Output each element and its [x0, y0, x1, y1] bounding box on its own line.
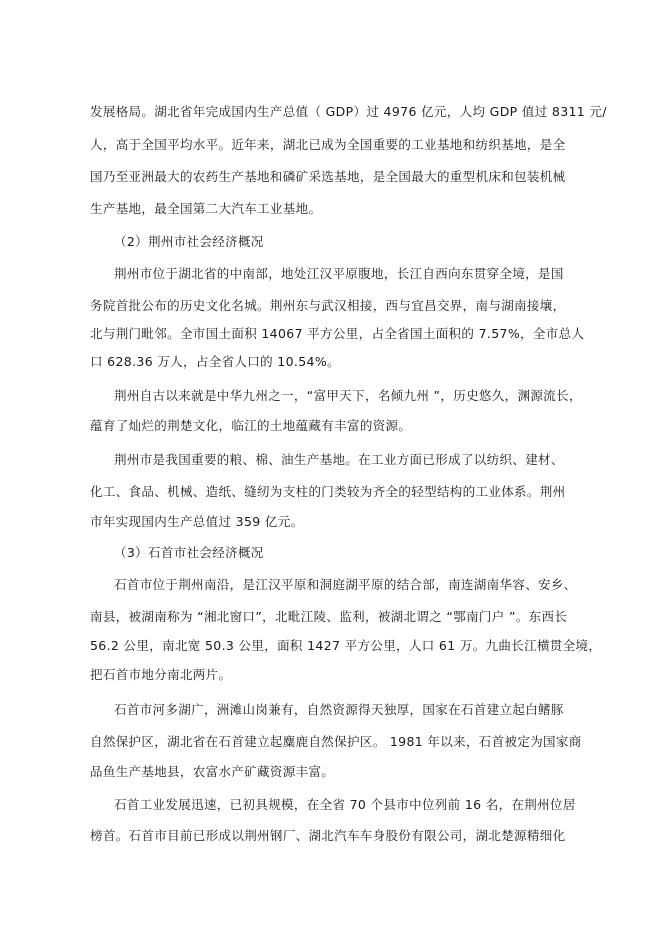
paragraph-line: 国乃至亚洲最大的农药生产基地和磷矿采选基地，是全国最大的重型机床和包装机械: [90, 169, 566, 184]
paragraph-line: 榜首。石首市目前已形成以荆州钢厂、湖北汽车车身股份有限公司，湖北楚源精细化: [90, 828, 566, 843]
paragraph-line: 化工、食品、机械、造纸、缝纫为支柱的门类较为齐全的轻型结构的工业体系。荆州: [90, 484, 566, 499]
section-heading: （2）荆州市社会经济概况: [114, 234, 264, 249]
paragraph-line: 市年实现国内生产总值过 359 亿元。: [90, 514, 304, 529]
paragraph-line: 荆州市是我国重要的粮、棉、油生产基地。在工业方面已形成了以纺织、建材、: [114, 452, 564, 467]
paragraph-line: 荆州市位于湖北省的中南部，地处江汉平原腹地，长江自西向东贯穿全境，是国: [114, 266, 564, 281]
paragraph-line: 南县，被湖南称为 “湘北窗口”，北毗江陵、监利，被湖北谓之 “鄂南门户 ”。东西长: [90, 609, 568, 624]
paragraph-line: 蕴育了灿烂的荆楚文化，临江的土地蕴藏有丰富的资源。: [90, 418, 412, 433]
paragraph-line: 北与荆门毗邻。全市国土面积 14067 平方公里，占全省国土面积的 7.57%，全市总人: [90, 326, 585, 341]
paragraph-line: 石首工业发展迅速，已初具规模，在全省 70 个县市中位列前 16 名，在荆州位居: [114, 797, 576, 812]
paragraph-line: 人，高于全国平均水平。近年来，湖北已成为全国重要的工业基地和纺织基地，是全: [90, 137, 566, 152]
paragraph-line: 发展格局。湖北省年完成国内生产总值（ GDP）过 4976 亿元，人均 GDP 值过 8311 元/: [90, 104, 607, 119]
paragraph-line: 生产基地，最全国第二大汽车工业基地。: [90, 201, 322, 216]
paragraph-line: 口 628.36 万人，占全省人口的 10.54%。: [90, 354, 340, 369]
paragraph-line: 石首市位于荆州南沿，是江汉平原和洞庭湖平原的结合部，南连湖南华容、安乡、: [114, 577, 577, 592]
paragraph-line: 自然保护区，湖北省在石首建立起麋鹿自然保护区。 1981 年以来，石首被定为国家商: [90, 734, 582, 749]
paragraph-line: 把石首市地分南北两片。: [90, 667, 232, 682]
section-heading: （3）石首市社会经济概况: [114, 545, 264, 560]
paragraph-line: 荆州自古以来就是中华九州之一，“富甲天下，名倾九州 ”，历史悠久，渊源流长，: [114, 388, 582, 403]
paragraph-line: 56.2 公里，南北宽 50.3 公里，面积 1427 平方公里，人口 61 万。九曲长江横贯全境，: [90, 638, 602, 653]
paragraph-line: 务院首批公布的历史文化名城。荆州东与武汉相接，西与宜昌交界，南与湖南接壤，: [90, 298, 566, 313]
paragraph-line: 石首市河多湖广，洲滩山岗兼有，自然资源得天独厚，国家在石首建立起白鳍豚: [114, 702, 564, 717]
paragraph-line: 品鱼生产基地县，农富水产矿藏资源丰富。: [90, 764, 335, 779]
